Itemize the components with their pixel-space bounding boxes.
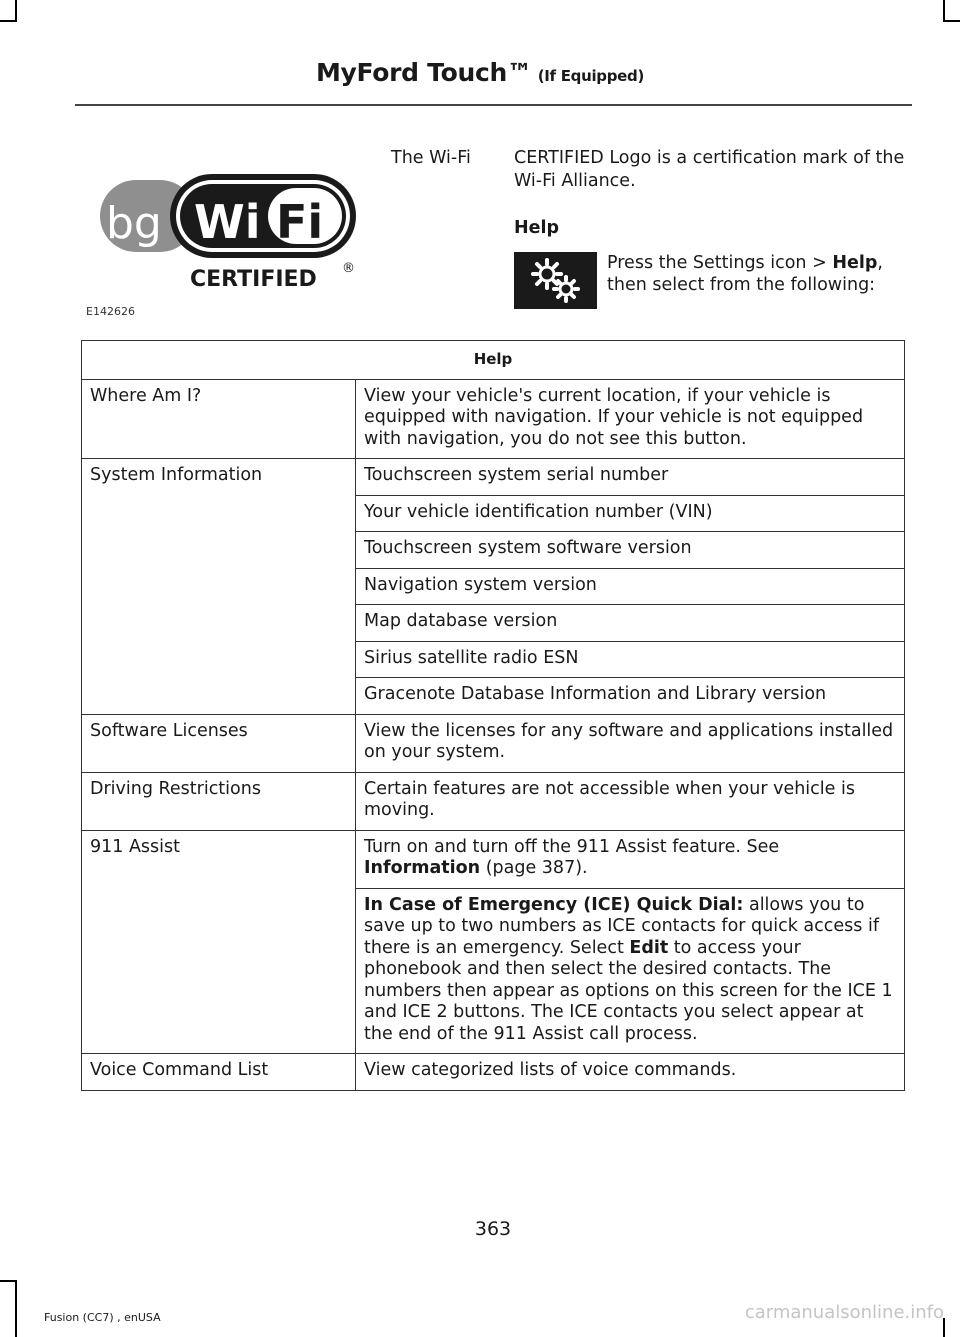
crop-mark: [943, 0, 945, 22]
ice-text: allows you to save up to two numbers as ICE contacts for quick access if there is an emergency. Select: [364, 894, 879, 958]
row-desc-where-am-i: View your vehicle's current location, if your vehicle is equipped with navigation. If your vehicle is not equipped with navigation, you do not see this button.: [356, 379, 905, 459]
system-info-item: Gracenote Database Information and Library version: [356, 678, 905, 715]
table-row: [82, 830, 905, 888]
logo-fi-text: Fi: [276, 195, 324, 249]
system-info-item: Map database version: [356, 605, 905, 642]
intro-text: CERTIFIED Logo is a certification mark of the Wi-Fi Alliance.: [514, 148, 905, 191]
logo-wi-text: Wi: [194, 195, 261, 249]
crop-mark: [15, 0, 17, 22]
table-row: [82, 379, 905, 459]
ice-text-end: to access your phonebook and then select the desired contacts. The numbers then appear as options on this screen for the ICE 1 and ICE 2 buttons. The ICE contacts you select appear at the end of the 911 Assist call process.: [364, 937, 893, 1044]
watermark: carmanualsonline.info: [744, 1302, 944, 1323]
gears-icon: [514, 252, 597, 309]
row-desc-software-licenses: View the licenses for any software and applications installed on your system.: [356, 714, 905, 772]
header-subtitle: (If Equipped): [537, 67, 645, 85]
system-info-item: Navigation system version: [356, 568, 905, 605]
row-desc-ice-quick-dial: [356, 888, 905, 1054]
information-link[interactable]: Information: [364, 858, 481, 878]
system-info-item: Touchscreen system serial number: [356, 459, 905, 496]
logo-bg-text: bg: [106, 198, 162, 249]
row-label-driving-restrictions: Driving Restrictions: [82, 772, 356, 830]
instruction-text-end: , then select from the following:: [607, 253, 883, 295]
header-divider: [75, 104, 912, 106]
help-table: [81, 340, 905, 1091]
table-row: [82, 772, 905, 830]
header-title: MyFord Touch™: [315, 58, 532, 87]
crop-mark: [943, 20, 960, 22]
footer-text: Fusion (CC7) , enUSA: [44, 1311, 161, 1324]
logo-certified-text: CERTIFIED: [190, 267, 317, 292]
assist-page-ref: (page 387).: [480, 858, 588, 878]
intro-label: The Wi-Fi: [391, 148, 471, 168]
page-header: [0, 58, 960, 87]
system-info-item: Touchscreen system software version: [356, 532, 905, 569]
row-desc-voice-command-list: View categorized lists of voice commands.: [356, 1054, 905, 1091]
page-number: 363: [474, 1218, 512, 1240]
instruction-text: Press the Settings icon >: [607, 253, 833, 273]
table-header: Help: [82, 341, 905, 380]
row-desc-911-assist: [356, 830, 905, 888]
edit-keyword: Edit: [629, 937, 669, 958]
system-info-item: Your vehicle identification number (VIN): [356, 495, 905, 532]
settings-instruction: [607, 252, 907, 296]
crop-mark: [0, 1280, 17, 1282]
system-info-item: Sirius satellite radio ESN: [356, 641, 905, 678]
row-label-system-information: System Information: [82, 459, 356, 715]
wifi-certified-logo: [98, 168, 360, 298]
row-label-software-licenses: Software Licenses: [82, 714, 356, 772]
ice-heading: In Case of Emergency (ICE) Quick Dial:: [364, 894, 744, 915]
table-header-row: [82, 341, 905, 380]
crop-mark: [0, 20, 17, 22]
row-label-where-am-i: Where Am I?: [82, 379, 356, 459]
crop-mark: [15, 1280, 17, 1337]
table-row: [82, 459, 905, 496]
assist-text: Turn on and turn off the 911 Assist feature. See: [364, 836, 780, 857]
row-desc-driving-restrictions: Certain features are not accessible when your vehicle is moving.: [356, 772, 905, 830]
help-keyword: Help: [832, 253, 878, 273]
row-label-911-assist: 911 Assist: [82, 830, 356, 1054]
logo-registered-mark: ®: [342, 261, 355, 276]
row-label-voice-command-list: Voice Command List: [82, 1054, 356, 1091]
image-reference: E142626: [86, 305, 135, 318]
settings-icon: [514, 252, 597, 309]
table-row: [82, 1054, 905, 1091]
help-heading: Help: [514, 218, 560, 238]
table-row: [82, 714, 905, 772]
